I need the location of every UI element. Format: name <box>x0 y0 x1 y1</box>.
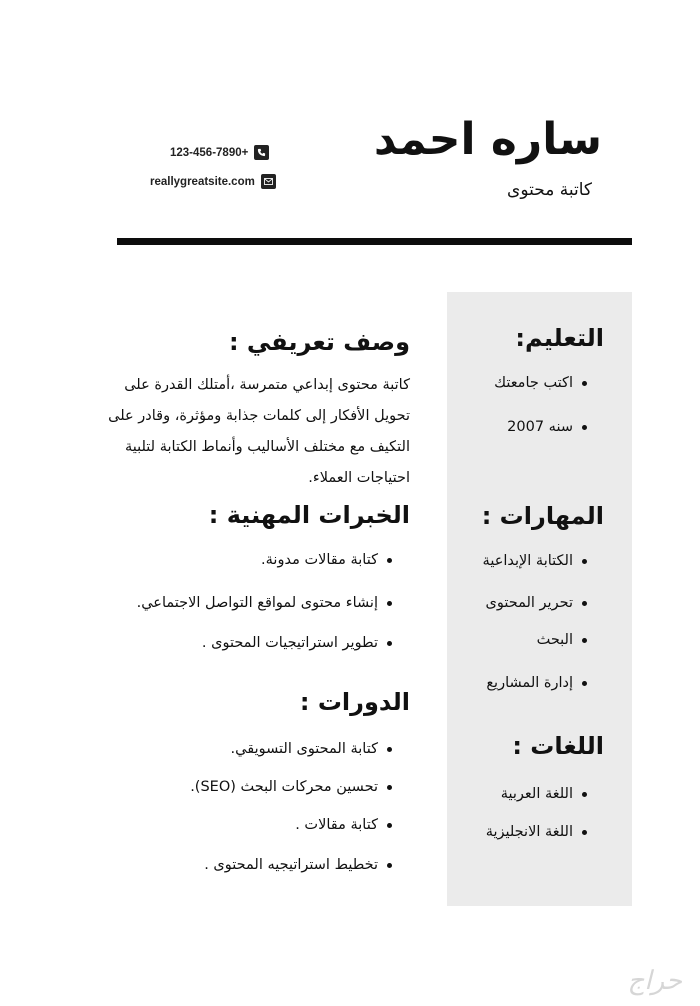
person-name: ساره احمد <box>373 114 602 165</box>
list-item: اللغة الانجليزية <box>486 825 587 840</box>
bullet-icon <box>387 823 392 828</box>
watermark-logo: حراج <box>627 966 682 996</box>
bullet-icon <box>387 863 392 868</box>
bullet-icon <box>387 747 392 752</box>
profile-paragraph: كاتبة محتوى إبداعي متمرسة ،أمتلك القدرة على تحويل الأفكار إلى كلمات جذابة ومؤثرة، وقادر على التكيف مع مختلف الأساليب وأنماط الكتابة لتلبية احتياجات العملاء. <box>108 377 410 486</box>
bullet-icon <box>582 559 587 564</box>
experience-heading: الخبرات المهنية : <box>208 501 410 529</box>
website-contact <box>150 174 276 189</box>
bullet-icon <box>582 601 587 606</box>
list-item: تحرير المحتوى <box>486 596 587 611</box>
bullet-icon <box>582 830 587 835</box>
list-item: اكتب جامعتك <box>494 376 587 391</box>
profile-heading: وصف تعريفي : <box>228 328 410 356</box>
phone-number: 123-456-7890+ <box>170 146 249 159</box>
education-heading: التعليم: <box>515 324 604 352</box>
bullet-icon <box>387 641 392 646</box>
languages-heading: اللغات : <box>512 732 604 760</box>
list-item: سنه 2007 <box>507 420 587 435</box>
list-item: إدارة المشاريع <box>486 676 587 691</box>
bullet-icon <box>582 425 587 430</box>
phone-icon <box>254 145 269 160</box>
courses-heading: الدورات : <box>299 688 410 716</box>
list-item: كتابة مقالات . <box>295 818 392 833</box>
job-title: كاتبة محتوى <box>507 180 592 200</box>
header-divider <box>117 238 632 245</box>
bullet-icon <box>582 638 587 643</box>
bullet-icon <box>387 785 392 790</box>
list-item: تطوير استراتيجيات المحتوى . <box>202 636 392 651</box>
email-icon <box>261 174 276 189</box>
bullet-icon <box>582 792 587 797</box>
phone-contact <box>170 145 269 160</box>
bullet-icon <box>387 601 392 606</box>
list-item: تخطيط استراتيجيه المحتوى . <box>204 858 392 873</box>
list-item: كتابة مقالات مدونة. <box>261 553 392 568</box>
list-item: إنشاء محتوى لمواقع التواصل الاجتماعي. <box>137 596 392 611</box>
bullet-icon <box>387 558 392 563</box>
list-item: كتابة المحتوى التسويقي. <box>231 742 392 757</box>
list-item: البحث <box>537 633 587 648</box>
bullet-icon <box>582 681 587 686</box>
list-item: الكتابة الإبداعية <box>483 554 587 569</box>
bullet-icon <box>582 381 587 386</box>
list-item: تحسين محركات البحث (SEO). <box>190 780 392 795</box>
list-item: اللغة العربية <box>501 787 587 802</box>
website-url: reallygreatsite.com <box>150 175 255 188</box>
skills-heading: المهارات : <box>481 502 604 530</box>
